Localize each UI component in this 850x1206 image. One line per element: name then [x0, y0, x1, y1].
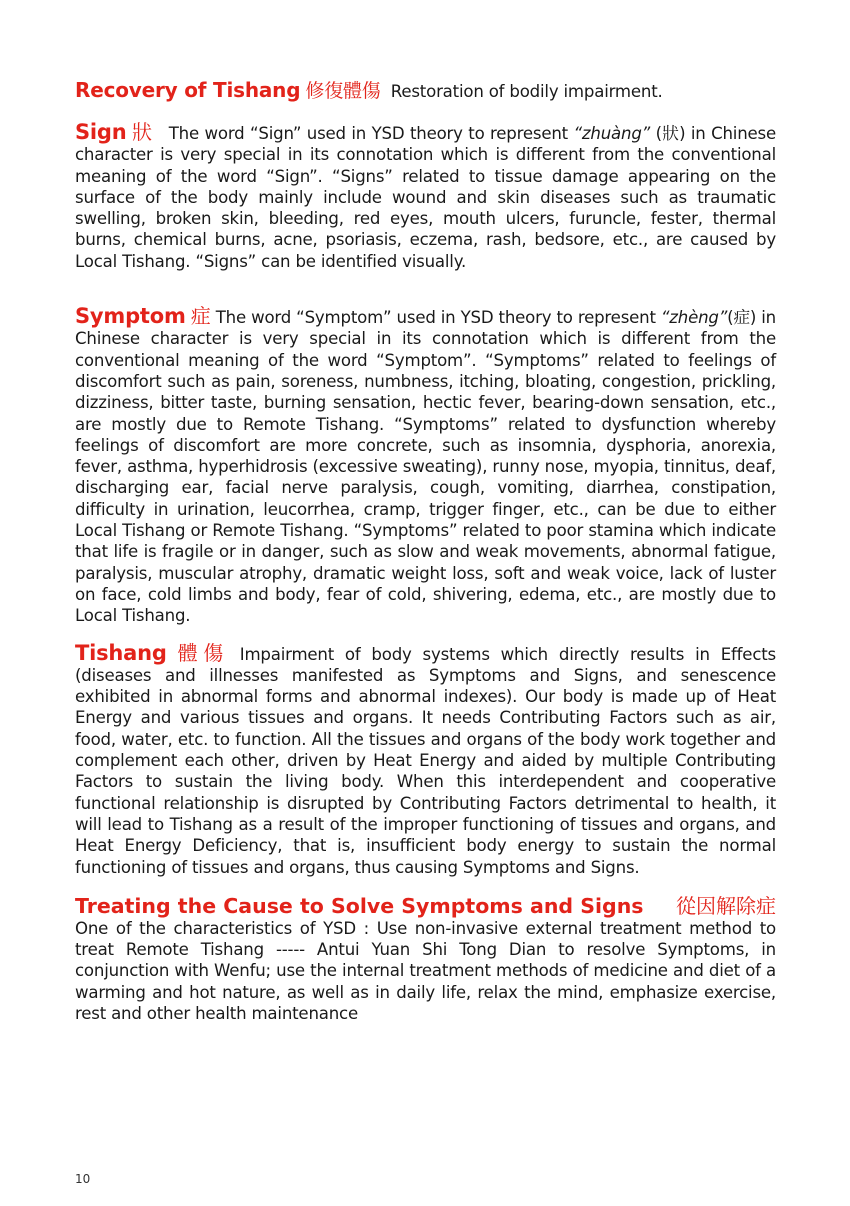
page-number: 10 [75, 1172, 91, 1186]
document-page [75, 78, 776, 1024]
tishang-text: Impairment of body systems which directly results in Effects (diseases and illnesses manifested as Symptoms and Signs, and senescence exhibited in abnormal forms and abnormal indexes). Our body is made up of Heat Energy and various tissues and organs. It needs Contributing Factors such as air, food, water, etc. to function. All the tissues and organs of the body work together and complement each other, driven by Heat Energy and aided by multiple Contributing Factors to sustain the living body. When this interdependent and cooperative functional relationship is disrupted by Contributing Factors detrimental to health, it will lead to Tishang as a result of the improper functioning of tissues and organs, and Heat Energy Deficiency, that is, insufficient body energy to sustain the normal functioning of tissues and organs, thus causing Symptoms and Signs. [75, 644, 776, 877]
treating-text: One of the characteristics of YSD : Use non-invasive external treatment method to treat Remote Tishang ----- Antui Yuan Shi Tong Dian to resolve Symptoms, in conjunction with Wenfu; use the internal treatment methods of medicine and diet of a warming and hot nature, as well as in daily life, relax the mind, emphasize exercise, rest and other health maintenance [75, 918, 776, 1023]
treating-heading [75, 894, 776, 918]
recovery-title: Recovery of Tishang [75, 78, 301, 102]
tishang-term-cjk: 體傷 [177, 640, 229, 665]
section-treating [75, 918, 776, 1024]
symptom-term: Symptom [75, 304, 186, 329]
tishang-term: Tishang [75, 640, 167, 665]
recovery-description: Restoration of bodily impairment. [390, 82, 663, 101]
section-sign [75, 122, 776, 272]
section-symptom [75, 306, 776, 626]
section-recovery [75, 78, 776, 104]
treating-title: Treating the Cause to Solve Symptoms and Signs [75, 893, 644, 918]
sign-text-a: The word “Sign” used in YSD theory to represent [168, 124, 574, 143]
sign-term-cjk: 狀 [132, 120, 153, 144]
sign-text-b: (狀) in Chinese character is very special in its connotation which is different from the conventional meaning of the word “Sign”. “Signs” related to tissue damage appearing on the surface of the body mainly include wound and skin diseases such as traumatic swelling, broken skin, bleeding, red eyes, mouth ulcers, furuncle, fester, thermal burns, chemical burns, acne, psoriasis, eczema, rash, bedsore, etc., are caused by Local Tishang. “Signs” can be identified visually. [75, 124, 776, 271]
recovery-title-cjk: 修復體傷 [305, 80, 381, 102]
symptom-text-a: The word “Symptom” used in YSD theory to represent [215, 308, 661, 328]
sign-pinyin: “zhuàng” [573, 124, 651, 143]
sign-term: Sign [75, 120, 127, 144]
section-tishang [75, 640, 776, 878]
symptom-term-cjk: 症 [190, 304, 211, 329]
symptom-text-b: (症) in Chinese character is very special in its connotation which is different from the conventional meaning of the word “Symptom”. “Symptoms” related to feelings of discomfort such as pain, soreness, numbness, itching, bloating, congestion, prickling, dizziness, bitter taste, burning sensation, hectic fever, bearing-down sensation, etc., are mostly due to Remote Tishang. “Symptoms” related to dysfunction whereby feelings of discomfort are more concrete, such as insomnia, dysphoria, anorexia, fever, asthma, hyperhidrosis (excessive sweating), runny nose, myopia, tinnitus, deaf, discharging ear, facial nerve paralysis, cough, vomiting, diarrhea, constipation, difficulty in urination, leucorrhea, cramp, trigger finger, etc., can be due to either Local Tishang or Remote Tishang. “Symptoms” related to poor stamina which indicate that life is fragile or in danger, such as slow and weak movements, abnormal fatigue, paralysis, muscular atrophy, dramatic weight loss, soft and weak voice, lack of luster on face, cold limbs and body, fear of cold, shivering, edema, etc., are mostly due to Local Tishang. [75, 308, 776, 626]
symptom-pinyin: “zhèng” [660, 308, 728, 328]
treating-title-cjk: 從因解除症 [676, 893, 776, 918]
